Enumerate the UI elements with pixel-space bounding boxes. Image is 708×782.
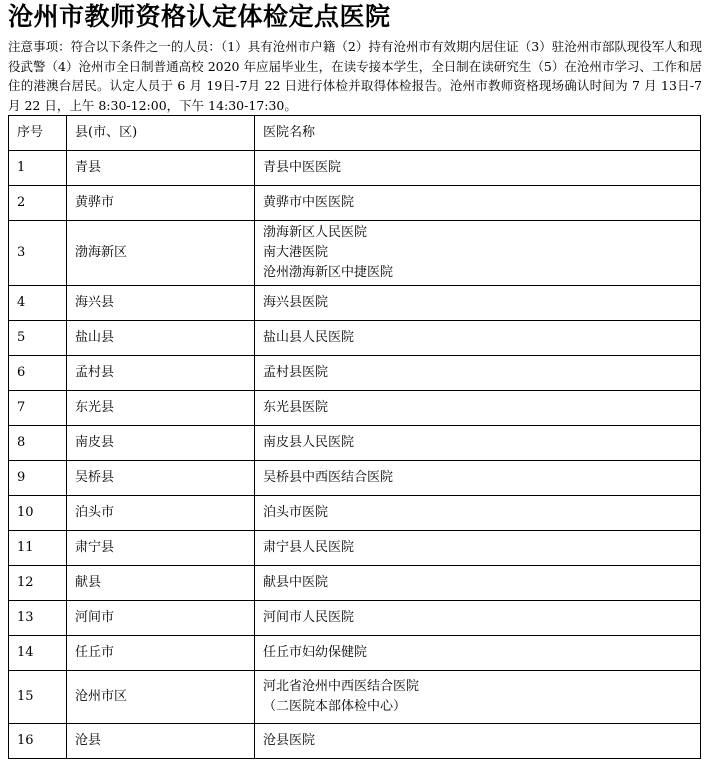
cell-seq: 16 [9,724,67,759]
cell-hospital [255,636,701,671]
table-row [9,671,701,724]
hospital-name: 黄骅市中医医院 [263,195,355,210]
header-county: 县(市、区) [67,116,255,151]
hospital-name: 任丘市妇幼保健院 [263,645,368,660]
hospital-name: 河间市人民医院 [263,610,355,625]
cell-hospital [255,601,701,636]
cell-seq: 13 [9,601,67,636]
hospital-name: 南大港医院 [263,245,329,260]
cell-seq: 12 [9,566,67,601]
cell-county: 南皮县 [67,426,255,461]
cell-seq: 4 [9,286,67,321]
hospital-name: 盐山县人民医院 [263,330,355,345]
cell-hospital [255,151,701,186]
hospital-name: 孟村县医院 [263,365,329,380]
cell-seq: 9 [9,461,67,496]
hospital-name: 南皮县人民医院 [263,435,355,450]
cell-seq: 1 [9,151,67,186]
hospital-name: 献县中医院 [263,575,329,590]
cell-county: 吴桥县 [67,461,255,496]
cell-county: 渤海新区 [67,221,255,286]
cell-county: 孟村县 [67,356,255,391]
cell-county: 河间市 [67,601,255,636]
cell-seq: 3 [9,221,67,286]
notice-text: 注意事项：符合以下条件之一的人员：（1）具有沧州市户籍（2）持有沧州市有效期内居住证（3）驻沧州市部队现役军人和现役武警（4）沧州市全日制普通高校 2020 年应届毕业生，在读专接本学生，全日制在读研究生（5）在沧州市学习、工作和居住的港澳台居民。认定人员于 6 月 19日-7月 22 日进行体检并取得体检报告。沧州市教师资格现场确认时间为 7 月 13日-7月 22 日，上午 8:30-12:00，下午 14:30-17:30。 [8,39,702,113]
table-row [9,391,701,426]
hospital-name: 河北省沧州中西医结合医院 [263,679,420,694]
table-row [9,221,701,286]
table-row [9,186,701,221]
cell-hospital [255,391,701,426]
cell-seq: 7 [9,391,67,426]
cell-hospital [255,566,701,601]
hospital-name: 海兴县医院 [263,295,329,310]
cell-hospital [255,286,701,321]
cell-seq: 2 [9,186,67,221]
hospital-table [8,115,701,759]
cell-hospital [255,221,701,286]
cell-seq: 6 [9,356,67,391]
hospital-name: 吴桥县中西医结合医院 [263,470,394,485]
cell-seq: 5 [9,321,67,356]
cell-county: 东光县 [67,391,255,426]
hospital-name: 东光县医院 [263,400,329,415]
cell-hospital [255,461,701,496]
cell-hospital [255,724,701,759]
table-row [9,151,701,186]
cell-county: 献县 [67,566,255,601]
table-row [9,566,701,601]
page-title: 沧州市教师资格认定体检定点医院 [8,2,391,31]
cell-seq: 11 [9,531,67,566]
table-header-row [9,116,701,151]
cell-county: 沧县 [67,724,255,759]
cell-seq: 8 [9,426,67,461]
cell-seq: 15 [9,671,67,724]
table-row [9,636,701,671]
header-seq: 序号 [9,116,67,151]
table-row [9,531,701,566]
hospital-name: 渤海新区人民医院 [263,225,368,240]
table-row [9,356,701,391]
cell-county: 海兴县 [67,286,255,321]
table-row [9,461,701,496]
hospital-name: 泊头市医院 [263,505,329,520]
cell-hospital [255,321,701,356]
cell-hospital [255,356,701,391]
cell-hospital [255,426,701,461]
header-hospital: 医院名称 [255,116,701,151]
cell-county: 任丘市 [67,636,255,671]
table-row [9,321,701,356]
cell-county: 泊头市 [67,496,255,531]
cell-county: 黄骅市 [67,186,255,221]
table-row [9,496,701,531]
table-row [9,286,701,321]
cell-hospital [255,671,701,724]
cell-county: 青县 [67,151,255,186]
cell-seq: 10 [9,496,67,531]
cell-hospital [255,531,701,566]
table-row [9,601,701,636]
cell-county: 肃宁县 [67,531,255,566]
cell-hospital [255,186,701,221]
table-row [9,426,701,461]
cell-county: 盐山县 [67,321,255,356]
hospital-name: （二医院本部体检中心） [263,699,407,714]
cell-county: 沧州市区 [67,671,255,724]
cell-hospital [255,496,701,531]
table-row [9,724,701,759]
hospital-name: 沧县医院 [263,733,316,748]
hospital-name: 肃宁县人民医院 [263,540,355,555]
hospital-name: 青县中医医院 [263,160,342,175]
hospital-name: 沧州渤海新区中捷医院 [263,265,394,280]
cell-seq: 14 [9,636,67,671]
